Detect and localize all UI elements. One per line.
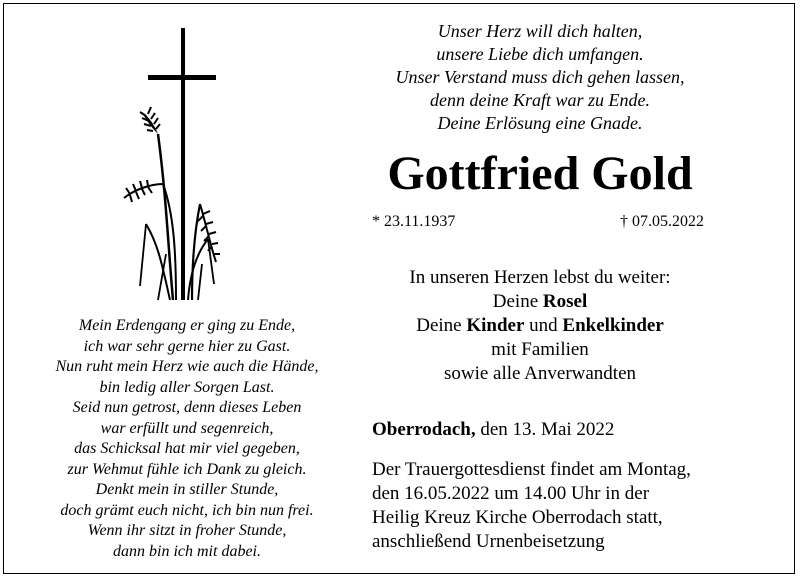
poem-line: doch grämt euch nicht, ich bin nun frei. [60, 501, 314, 519]
mourner-line [360, 314, 720, 338]
poem-line: Unser Verstand muss dich gehen lassen, [395, 67, 685, 87]
poem-line: Denkt mein in stiller Stunde, [95, 481, 279, 498]
poem-line: dann bin ich mit dabei. [113, 542, 261, 560]
poem-line: ich war sehr gerne hier zu Gast. [83, 337, 291, 355]
poem-line: Wenn ihr sitzt in froher Stunde, [87, 522, 287, 539]
mourners-intro: In unseren Herzen lebst du weiter: [409, 267, 671, 288]
poem-line: Deine Erlösung eine Gnade. [437, 113, 643, 133]
poem-line: Mein Erdengang er ging zu Ende, [78, 317, 296, 334]
place-date [372, 418, 732, 442]
poem-line: Unser Herz will dich halten, [437, 21, 643, 41]
poem-line: unsere Liebe dich umfangen. [436, 44, 644, 64]
poem-line: das Schicksal hat mir viel gegeben, [74, 440, 300, 457]
mourner-line: mit Familien [491, 339, 589, 360]
birth-date: * 23.11.1937 [372, 213, 456, 230]
poem-line: Seid nun getrost, denn dieses Leben [72, 399, 302, 416]
mourners-block [360, 266, 720, 386]
service-info [372, 458, 752, 554]
place-town: Oberrodach, [372, 419, 476, 440]
mourner-line [360, 290, 720, 314]
mourner-name: Kinder [466, 315, 525, 336]
top-poem [360, 20, 720, 135]
poem-line: Nun ruht mein Herz wie auch die Hände, [55, 358, 319, 375]
mourner-conjunction: und [529, 315, 558, 336]
deceased-name: Gottfried Gold [387, 147, 693, 200]
mourner-line: sowie alle Anverwandten [443, 363, 637, 384]
poem-line: zur Wehmut fühle ich Dank zu gleich. [67, 460, 307, 478]
mourner-name: Rosel [542, 291, 588, 312]
cross-with-wheat-icon [118, 24, 238, 304]
death-date: † 07.05.2022 [620, 213, 704, 230]
service-line: anschließend Urnenbeisetzung [372, 531, 605, 552]
mourner-name: Enkelkinder [562, 315, 664, 336]
mourner-prefix: Deine [492, 291, 539, 312]
service-line: den 16.05.2022 um 14.00 Uhr in der [372, 483, 650, 504]
poem-line: bin ledig aller Sorgen Last. [99, 378, 275, 396]
service-line: Heilig Kreuz Kirche Oberrodach statt, [372, 507, 663, 528]
poem-line: denn deine Kraft war zu Ende. [430, 90, 650, 110]
left-poem [22, 316, 352, 562]
poem-line: war erfüllt und segenreich, [100, 419, 274, 437]
service-line: Der Trauergottesdienst findet am Montag, [372, 459, 691, 480]
mourner-prefix: Deine [416, 315, 462, 336]
place-date-text: den 13. Mai 2022 [480, 419, 615, 440]
